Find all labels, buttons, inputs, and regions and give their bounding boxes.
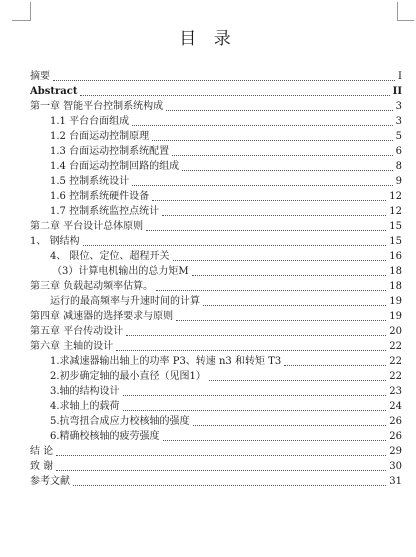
- toc-entry-label: 第四章 减速器的选择要求与原则: [30, 311, 174, 322]
- toc-leader-dots: [209, 380, 386, 381]
- toc-leader-dots: [193, 425, 387, 426]
- toc-entry[interactable]: [30, 458, 402, 473]
- toc-entry[interactable]: [30, 233, 402, 248]
- toc-entry-label: 致 谢: [30, 461, 54, 472]
- toc-entry-page-number: 30: [389, 461, 402, 472]
- toc-entry-page-number: 19: [389, 296, 402, 307]
- toc-entry[interactable]: [30, 263, 402, 278]
- toc-entry-page-number: 22: [389, 341, 402, 352]
- toc-entry[interactable]: [30, 143, 402, 158]
- toc-leader-dots: [73, 485, 386, 486]
- toc-entry-label: 1.6 控制系统硬件设备: [50, 191, 150, 202]
- toc-leader-dots: [166, 110, 392, 111]
- toc-leader-dots: [173, 260, 387, 261]
- toc-entry[interactable]: [30, 68, 402, 83]
- toc-entry-label: 第五章 平台传动设计: [30, 326, 124, 337]
- toc-leader-dots: [162, 215, 386, 216]
- toc-entry-page-number: 23: [389, 386, 402, 397]
- toc-entry[interactable]: [30, 278, 402, 293]
- toc-entry-page-number: 6: [395, 146, 402, 157]
- toc-leader-dots: [126, 335, 386, 336]
- toc-entry[interactable]: [30, 323, 402, 338]
- toc-leader-dots: [123, 395, 387, 396]
- toc-leader-dots: [172, 155, 393, 156]
- toc-entry[interactable]: [30, 218, 402, 233]
- toc-entry-label: 6.精确校核轴的疲劳强度: [50, 431, 160, 442]
- toc-leader-dots: [53, 80, 395, 81]
- toc-entry-page-number: 22: [389, 356, 402, 367]
- toc-leader-dots: [132, 185, 393, 186]
- toc-entry-label: 结 论: [30, 446, 54, 457]
- toc-leader-dots: [284, 365, 386, 366]
- toc-entry-page-number: 12: [389, 191, 402, 202]
- toc-entry-page-number: 26: [389, 416, 402, 427]
- toc-entry-label: 5.抗弯扭合成应力校核轴的强度: [50, 416, 190, 427]
- toc-title: 目 录: [179, 29, 237, 49]
- toc-entry[interactable]: [30, 413, 402, 428]
- toc-entry[interactable]: [30, 443, 402, 458]
- toc-entry-page-number: 24: [389, 401, 402, 412]
- toc-entry[interactable]: [30, 173, 402, 188]
- toc-leader-dots: [152, 140, 393, 141]
- toc-entry[interactable]: [30, 338, 402, 353]
- crop-mark-top-left-horizontal: [12, 20, 31, 21]
- toc-entry[interactable]: [30, 98, 402, 113]
- toc-leader-dots: [203, 305, 386, 306]
- toc-entry[interactable]: [30, 203, 402, 218]
- toc-entry[interactable]: [30, 158, 402, 173]
- toc-leader-dots: [56, 455, 386, 456]
- crop-mark-top-right-horizontal: [397, 20, 414, 21]
- toc-entry-label: 4.求轴上的载荷: [50, 401, 120, 412]
- toc-entry-label: 运行的最高频率与升速时间的计算: [50, 296, 200, 307]
- crop-mark-top-right-vertical: [397, 2, 398, 20]
- toc-entry-page-number: 9: [395, 176, 402, 187]
- toc-entry-label: 1.求减速器输出轴上的功率 P3、转速 n3 和转矩 T3: [50, 356, 282, 367]
- toc-leader-dots: [132, 125, 393, 126]
- toc-entry-label: （3）计算电机输出的总力矩M: [52, 266, 189, 277]
- toc-entry-page-number: 5: [395, 131, 402, 142]
- toc-entry-label: 3.轴的结构设计: [50, 386, 120, 397]
- toc-entry[interactable]: [30, 473, 402, 488]
- toc-entry-page-number: II: [392, 86, 402, 97]
- toc-entry-page-number: 20: [389, 326, 402, 337]
- toc-entry[interactable]: [30, 83, 402, 98]
- toc-entry-page-number: 18: [389, 281, 402, 292]
- toc-entry-label: 1.7 控制系统监控点统计: [50, 206, 160, 217]
- toc-entry-label: 1.3 台面运动控制系统配置: [50, 146, 170, 157]
- toc-leader-dots: [163, 440, 387, 441]
- toc-entry-page-number: 3: [395, 101, 402, 112]
- toc-entry-label: 参考文献: [30, 476, 70, 487]
- toc-entry-label: 1.4 台面运动控制回路的组成: [50, 161, 180, 172]
- toc-entry-label: 1.1 平台台面组成: [50, 116, 130, 127]
- toc-leader-dots: [176, 320, 386, 321]
- toc-entry-label: 摘要: [30, 71, 50, 82]
- toc-leader-dots: [182, 170, 393, 171]
- toc-entry[interactable]: [30, 248, 402, 263]
- toc-entry-page-number: 12: [389, 206, 402, 217]
- toc-entry-page-number: 16: [389, 251, 402, 262]
- toc-entry-page-number: 31: [389, 476, 402, 487]
- toc-leader-dots: [156, 290, 386, 291]
- toc-leader-dots: [116, 350, 386, 351]
- toc-entry-label: 第三章 负载起动频率估算。: [30, 281, 154, 292]
- toc-entry[interactable]: [30, 368, 402, 383]
- toc-leader-dots: [146, 230, 386, 231]
- toc-leader-dots: [152, 200, 386, 201]
- toc-entry[interactable]: [30, 293, 402, 308]
- toc-entry-page-number: 26: [389, 431, 402, 442]
- toc-leader-dots: [83, 245, 387, 246]
- toc-entry[interactable]: [30, 113, 402, 128]
- toc-entry[interactable]: [30, 188, 402, 203]
- toc-entry-label: 1.5 控制系统设计: [50, 176, 130, 187]
- toc-entry[interactable]: [30, 398, 402, 413]
- toc-entry[interactable]: [30, 353, 402, 368]
- toc-entry-label: 2.初步确定轴的最小直径（见图1）: [50, 371, 206, 382]
- toc-entry[interactable]: [30, 428, 402, 443]
- toc-entry-page-number: I: [398, 71, 402, 82]
- crop-mark-top-left-vertical: [30, 2, 31, 20]
- toc-entry-page-number: 3: [395, 116, 402, 127]
- toc-leader-dots: [56, 470, 386, 471]
- toc-leader-dots: [192, 275, 387, 276]
- toc-entry[interactable]: [30, 383, 402, 398]
- toc-entry-label: 1.2 台面运动控制原理: [50, 131, 150, 142]
- toc-entry-label: 4、 限位、定位、超程开关: [50, 251, 170, 262]
- toc-entry-page-number: 22: [389, 371, 402, 382]
- toc-entry-label: Abstract: [30, 86, 78, 97]
- toc-entry-label: 第六章 主轴的设计: [30, 341, 114, 352]
- table-of-contents: [30, 68, 402, 488]
- toc-entry-label: 第一章 智能平台控制系统构成: [30, 101, 164, 112]
- toc-entry-page-number: 29: [389, 446, 402, 457]
- toc-leader-dots: [123, 410, 387, 411]
- toc-entry-page-number: 18: [389, 266, 402, 277]
- toc-entry-label: 第二章 平台设计总体原则: [30, 221, 144, 232]
- toc-entry-page-number: 15: [389, 236, 402, 247]
- toc-entry[interactable]: [30, 308, 402, 323]
- toc-entry-page-number: 8: [395, 161, 402, 172]
- toc-entry-page-number: 15: [389, 221, 402, 232]
- toc-leader-dots: [80, 95, 389, 96]
- toc-entry[interactable]: [30, 128, 402, 143]
- toc-entry-page-number: 19: [389, 311, 402, 322]
- toc-entry-label: 1、 钢结构: [30, 236, 80, 247]
